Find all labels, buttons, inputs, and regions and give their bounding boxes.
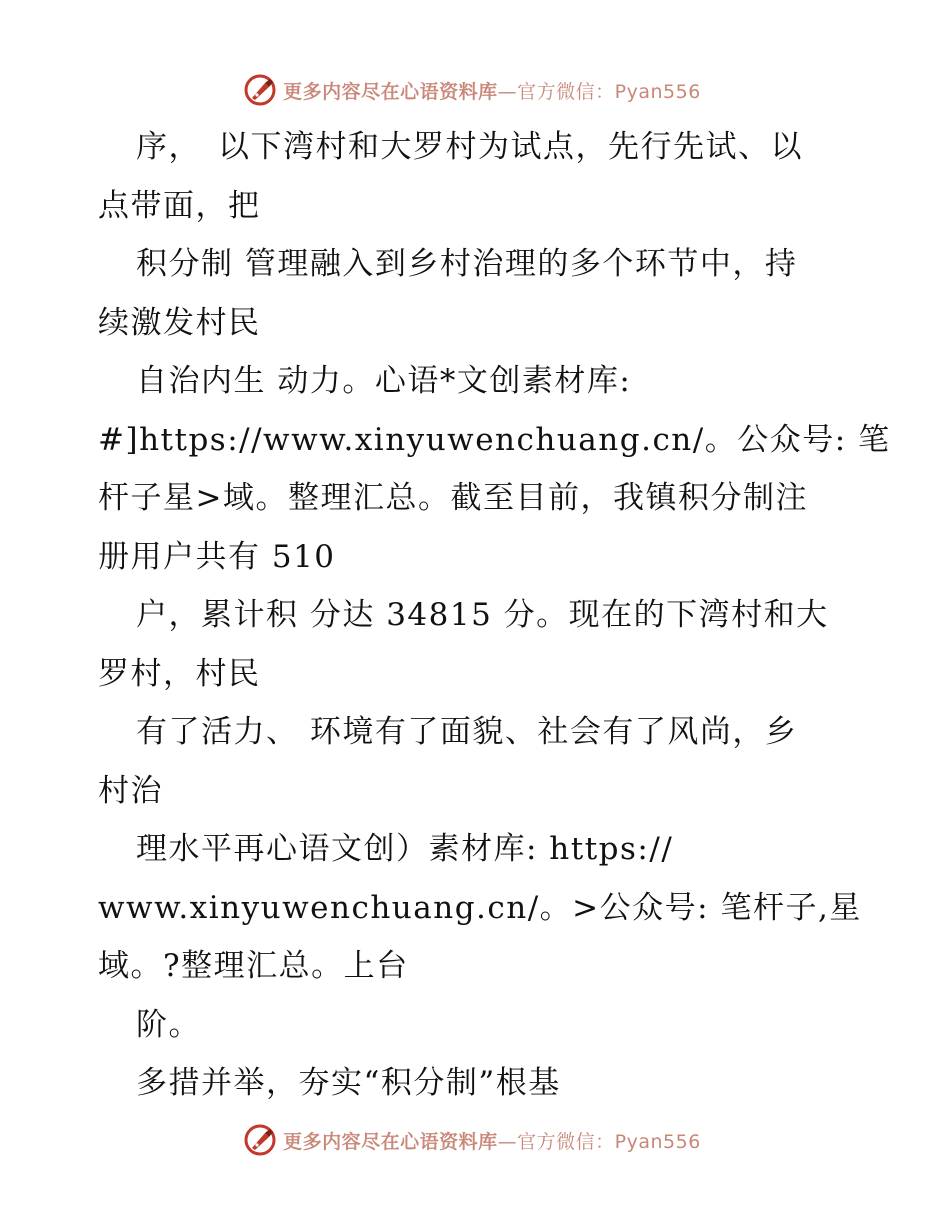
footer-banner-separator: — xyxy=(497,1130,518,1153)
footer-banner-wechat: 官方微信：Pyan556 xyxy=(517,1130,701,1153)
footer-banner xyxy=(0,1120,950,1160)
header-banner-wechat: 官方微信：Pyan556 xyxy=(517,80,701,103)
text-line: 册用户共有 510 xyxy=(98,538,336,575)
text-line: 杆子星>域。整理汇总。截至目前，我镇积分制注 xyxy=(98,480,808,516)
text-line: 域。?整理汇总。上台 xyxy=(98,948,409,984)
pen-nib-circle-icon xyxy=(243,73,277,107)
header-banner-text xyxy=(283,77,701,104)
footer-banner-text xyxy=(283,1127,701,1154)
text-line: 户，累计积 分达 34815 分。现在的下湾村和大 xyxy=(136,597,829,633)
text-line: 多措并举，夯实“积分制”根基 xyxy=(136,1065,561,1101)
text-line: 罗村，村民 xyxy=(98,655,261,692)
text-line: 续激发村民 xyxy=(98,304,261,341)
text-line: 积分制 管理融入到乡村治理的多个环节中，持 xyxy=(136,246,798,282)
footer-banner-title: 更多内容尽在心语资料库 xyxy=(283,1130,498,1153)
text-line: 阶。 xyxy=(136,1006,201,1043)
text-line: 村治 xyxy=(98,772,163,809)
header-banner-inner xyxy=(243,73,701,107)
text-line: #]https://www.xinyuwenchuang.cn/。公众号: 笔 xyxy=(98,421,891,458)
footer-banner-inner xyxy=(243,1123,701,1157)
header-banner-separator: — xyxy=(497,80,518,103)
text-line: 自治内生 动力。心语*文创素材库: xyxy=(136,363,632,399)
text-line: 点带面，把 xyxy=(98,187,261,224)
header-banner xyxy=(0,70,950,110)
document-body xyxy=(98,118,891,1113)
text-line: www.xinyuwenchuang.cn/。>公众号: 笔杆子,星 xyxy=(98,889,862,926)
text-line: 理水平再心语文创）素材库: https:// xyxy=(136,831,674,867)
pen-nib-circle-icon xyxy=(243,1123,277,1157)
text-line: 有了活力、 环境有了面貌、社会有了风尚，乡 xyxy=(136,714,798,750)
header-banner-title: 更多内容尽在心语资料库 xyxy=(283,80,498,103)
text-line: 序， 以下湾村和大罗村为试点，先行先试、以 xyxy=(136,129,803,165)
